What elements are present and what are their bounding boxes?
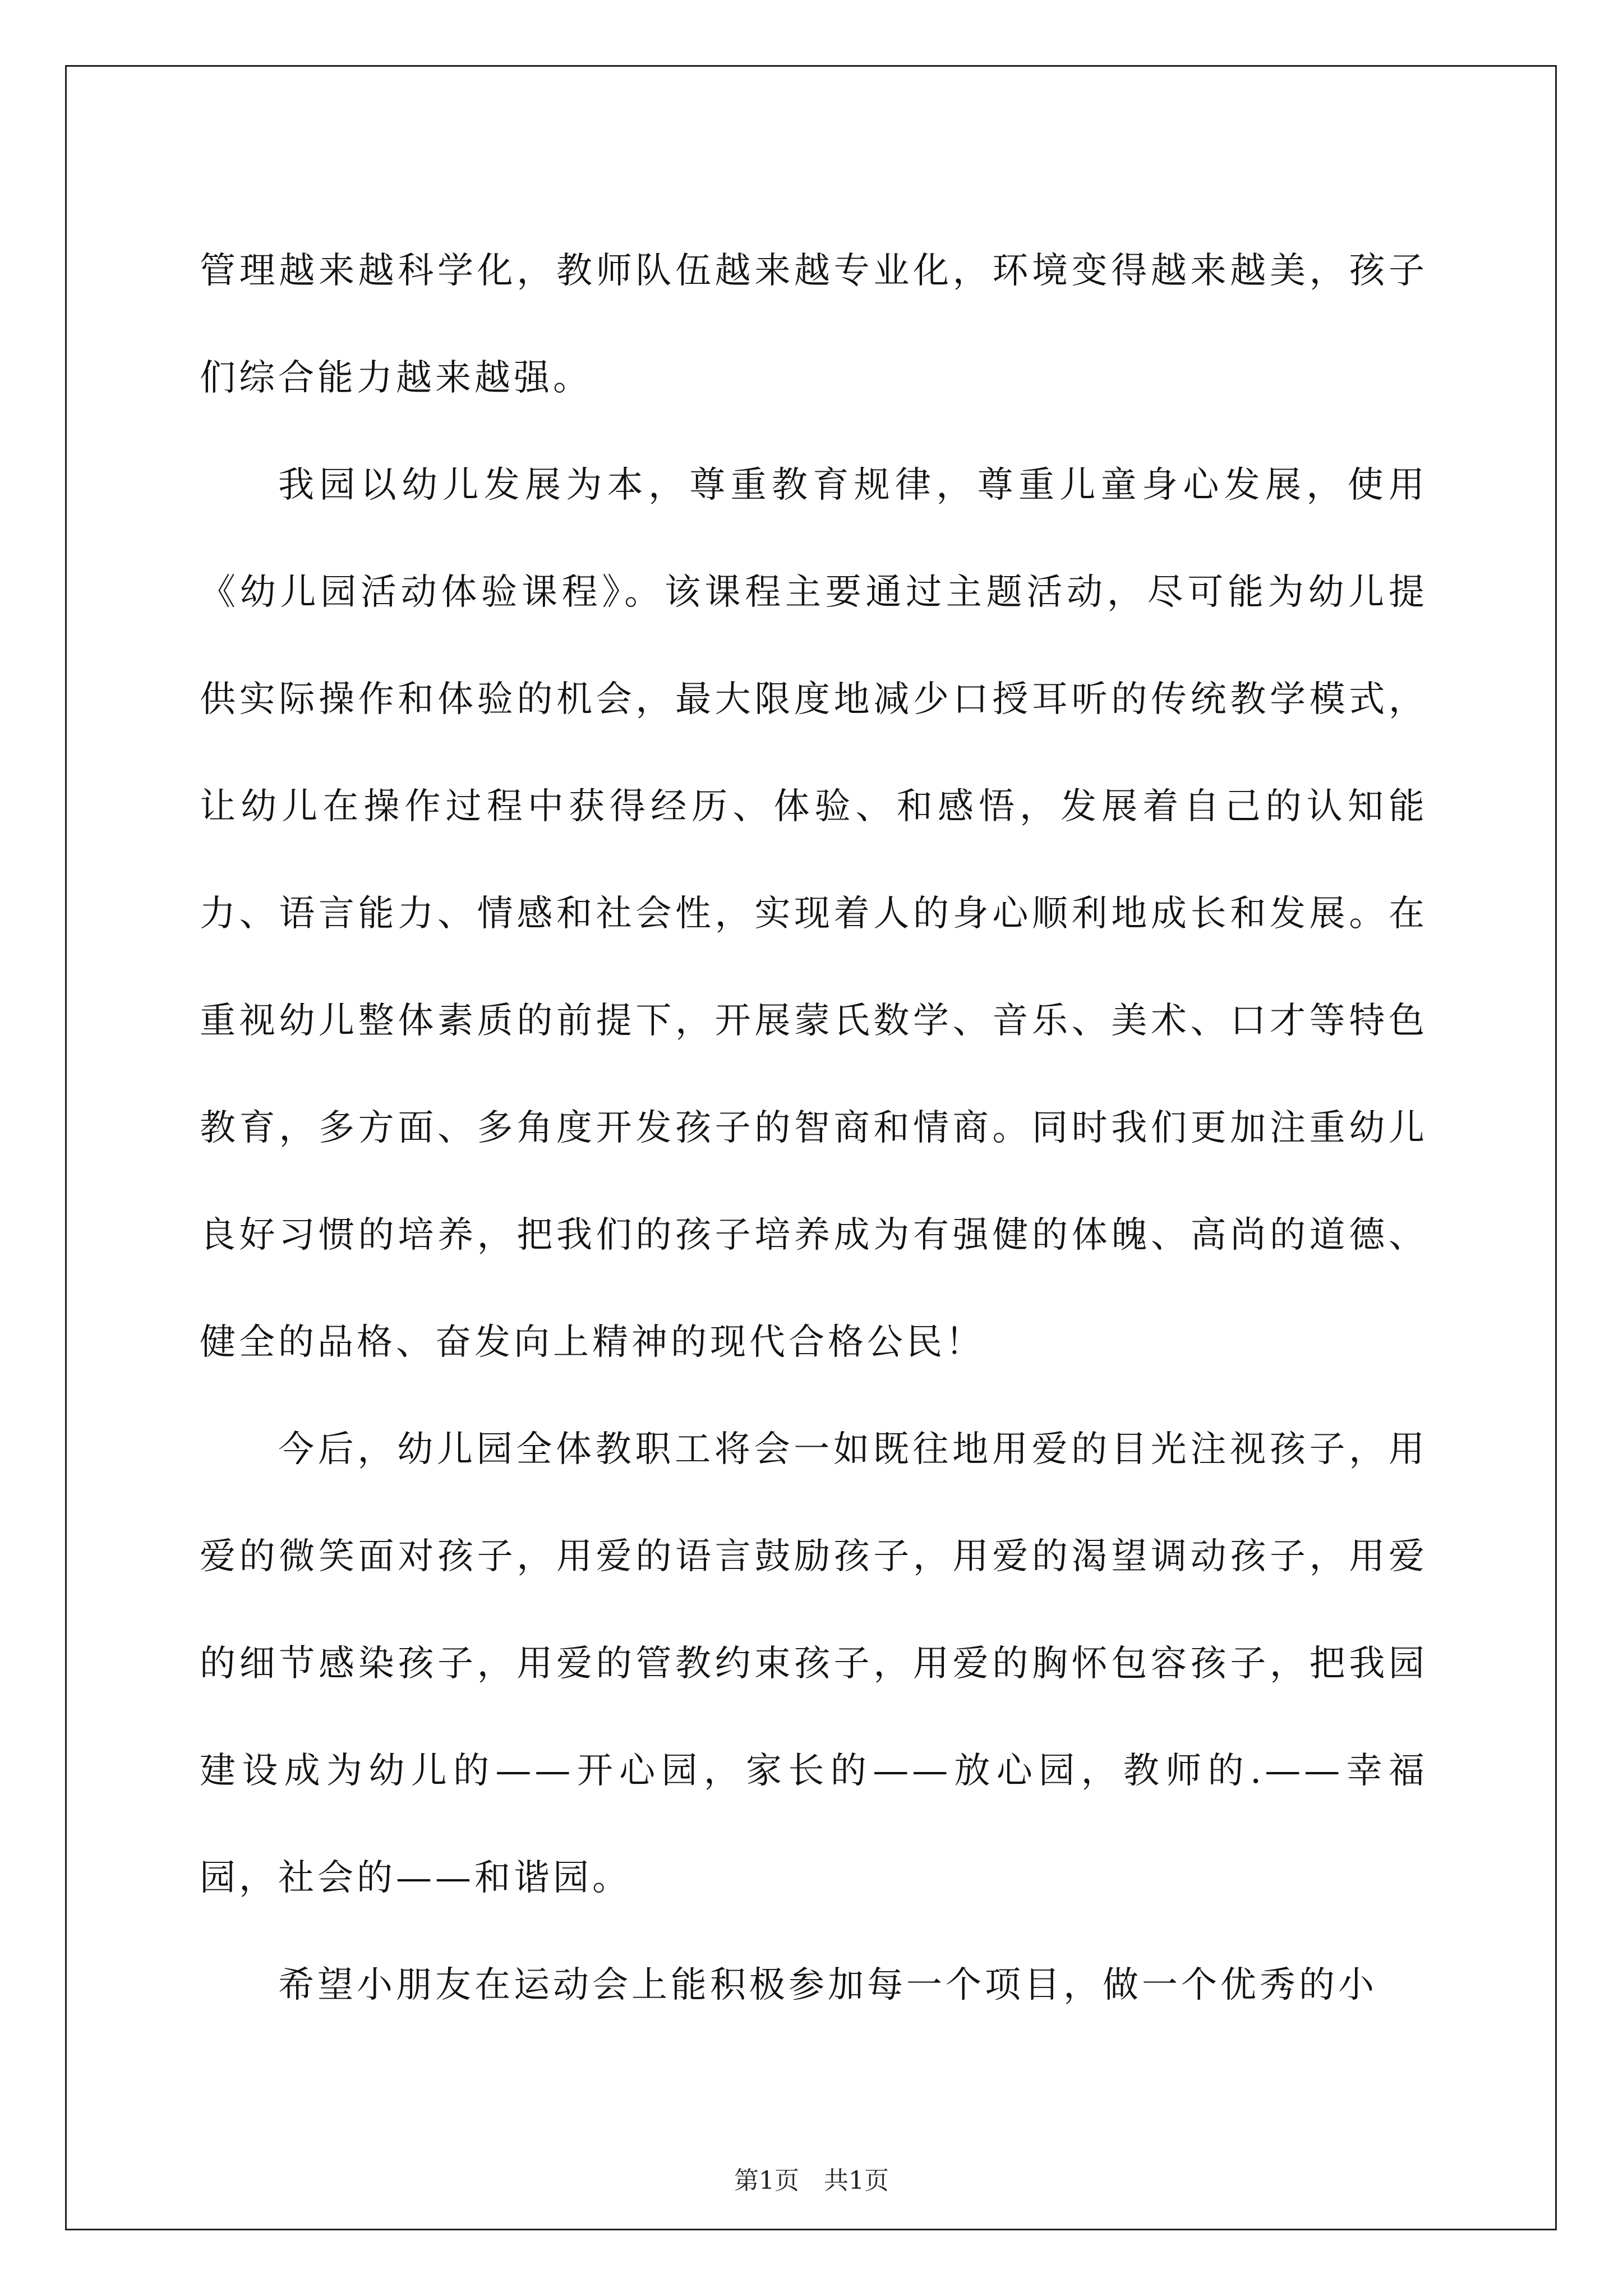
- paragraph-3: 今后，幼儿园全体教职工将会一如既往地用爱的目光注视孩子，用爱的微笑面对孩子，用爱的语言鼓励孩子，用爱的渴望调动孩子，用爱的细节感染孩子，用爱的管教约束孩子，用爱的胸怀包容孩子，把我园建设成为幼儿的——开心园，家长的——放心园，教师的.——幸福园，社会的——和谐园。: [200, 1429, 1428, 1899]
- paragraph-4: 希望小朋友在运动会上能积极参加每一个项目，做一个优秀的小: [278, 1964, 1377, 2006]
- paragraph-2: 我园以幼儿发展为本，尊重教育规律，尊重儿童身心发展，使用《幼儿园活动体验课程》。该课程主要通过主题活动，尽可能为幼儿提供实际操作和体验的机会，最大限度地减少口授耳听的传统教学模式，让幼儿在操作过程中获得经历、体验、和感悟，发展着自己的认知能力、语言能力、情感和社会性，实现着人的身心顺利地成长和发展。在重视幼儿整体素质的前提下，开展蒙氏数学、音乐、美术、口才等特色教育，多方面、多角度开发孩子的智商和情商。同时我们更加注重幼儿良好习惯的培养，把我们的孩子培养成为有强健的体魄、高尚的道德、健全的品格、奋发向上精神的现代合格公民！: [200, 464, 1428, 1363]
- paragraph-1: 管理越来越科学化，教师队伍越来越专业化，环境变得越来越美，孩子们综合能力越来越强。: [200, 250, 1428, 399]
- document-body: [200, 218, 1428, 2039]
- page-footer: 第1页 共1页: [734, 2166, 889, 2195]
